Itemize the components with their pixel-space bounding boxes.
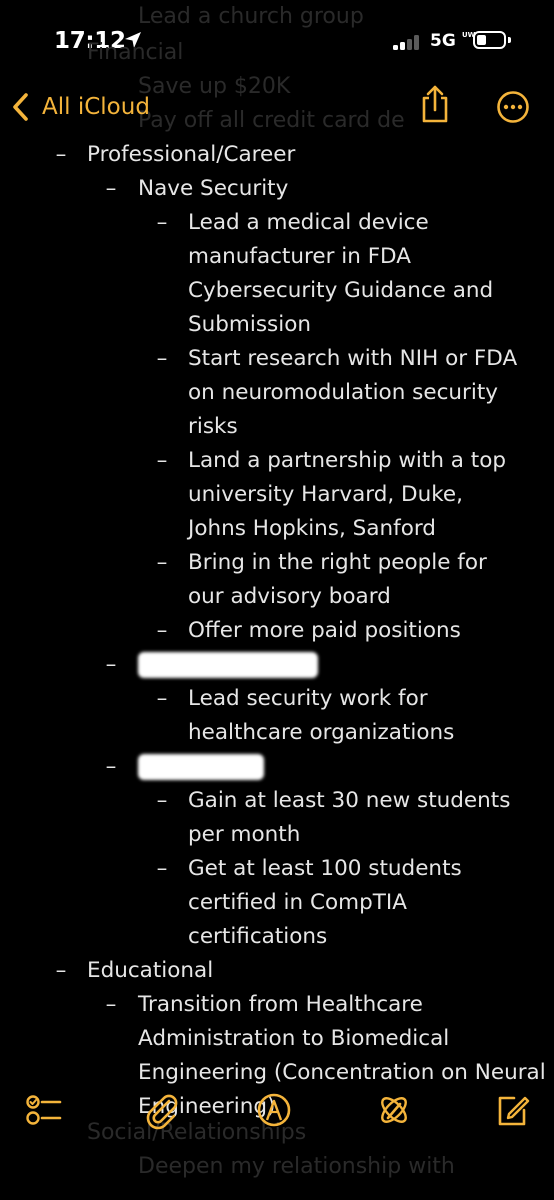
redaction-box bbox=[138, 652, 318, 678]
note-list-item[interactable] bbox=[0, 342, 554, 444]
battery-cap bbox=[508, 37, 511, 43]
redacted-text bbox=[138, 750, 554, 784]
paperclip-icon[interactable] bbox=[142, 1090, 182, 1130]
list-dash: – bbox=[156, 788, 168, 813]
status-time: 17:12 bbox=[54, 28, 126, 54]
note-list-item[interactable] bbox=[0, 206, 554, 342]
note-item-text: Lead security work for healthcare organizations bbox=[188, 686, 455, 745]
writing-tools-icon[interactable] bbox=[374, 1090, 414, 1130]
note-item-text: Lead a medical device manufacturer in FDA Cybersecurity Guidance and Submission bbox=[188, 210, 494, 337]
faded-line: Deepen my relationship with bbox=[138, 1154, 455, 1179]
faded-line: Financial bbox=[87, 40, 184, 65]
faded-line: Social/Relationships bbox=[87, 1120, 307, 1145]
markup-pen-icon[interactable] bbox=[254, 1090, 294, 1130]
list-dash: – bbox=[105, 176, 117, 201]
list-dash: – bbox=[105, 992, 117, 1017]
note-list-item[interactable] bbox=[0, 954, 554, 988]
note-list-item[interactable] bbox=[0, 444, 554, 546]
redaction-box bbox=[138, 754, 264, 780]
more-options-icon[interactable] bbox=[496, 90, 530, 124]
note-list-item[interactable] bbox=[0, 138, 554, 172]
note-list-item[interactable] bbox=[0, 172, 554, 206]
note-item-text: Offer more paid positions bbox=[188, 618, 461, 643]
note-list-item[interactable] bbox=[0, 784, 554, 852]
list-dash: – bbox=[156, 346, 168, 371]
list-dash: – bbox=[156, 448, 168, 473]
redacted-text bbox=[138, 648, 554, 682]
note-item-text: Professional/Career bbox=[87, 142, 296, 167]
list-dash: – bbox=[156, 686, 168, 711]
list-dash: – bbox=[105, 754, 117, 779]
list-dash: – bbox=[55, 958, 67, 983]
note-list-item[interactable] bbox=[0, 648, 554, 682]
compose-icon[interactable] bbox=[492, 1090, 532, 1130]
network-subtype: UW bbox=[462, 31, 476, 39]
list-dash: – bbox=[156, 856, 168, 881]
note-item-text: Gain at least 30 new students per month bbox=[188, 788, 511, 847]
faded-line: Lead a church group bbox=[138, 4, 364, 29]
note-list-item[interactable] bbox=[0, 750, 554, 784]
note-list-item[interactable] bbox=[0, 546, 554, 614]
faded-line: Save up $20K bbox=[138, 74, 291, 99]
note-list-item[interactable] bbox=[0, 852, 554, 954]
note-item-text: Start research with NIH or FDA on neuromodulation security risks bbox=[188, 346, 518, 439]
note-item-text: Educational bbox=[87, 958, 214, 983]
back-label: All iCloud bbox=[42, 94, 150, 120]
share-icon[interactable] bbox=[420, 84, 450, 124]
cellular-signal-icon bbox=[393, 34, 423, 50]
note-item-text: Nave Security bbox=[138, 176, 289, 201]
back-button[interactable] bbox=[8, 86, 150, 128]
list-dash: – bbox=[55, 142, 67, 167]
checklist-icon[interactable] bbox=[24, 1090, 64, 1130]
list-dash: – bbox=[156, 550, 168, 575]
faded-line: Pay off all credit card de bbox=[138, 108, 405, 133]
list-dash: – bbox=[105, 652, 117, 677]
list-dash: – bbox=[156, 618, 168, 643]
note-item-text: Land a partnership with a top university Harvard, Duke, Johns Hopkins, Sanford bbox=[188, 448, 507, 541]
bottom-toolbar bbox=[0, 1090, 554, 1160]
note-item-text: Bring in the right people for our advisory board bbox=[188, 550, 487, 609]
note-item-text: Transition from Healthcare Administration to Biomedical Engineering (Concentration on Neural Engineering) bbox=[138, 992, 546, 1119]
note-list-item[interactable] bbox=[0, 614, 554, 648]
note-body[interactable] bbox=[0, 138, 554, 1124]
note-item-text: Get at least 100 students certified in CompTIA certifications bbox=[188, 856, 462, 949]
battery-icon bbox=[473, 31, 506, 49]
network-type: 5G bbox=[430, 31, 456, 51]
chevron-left-icon bbox=[8, 90, 34, 124]
note-list-item[interactable] bbox=[0, 682, 554, 750]
list-dash: – bbox=[156, 210, 168, 235]
